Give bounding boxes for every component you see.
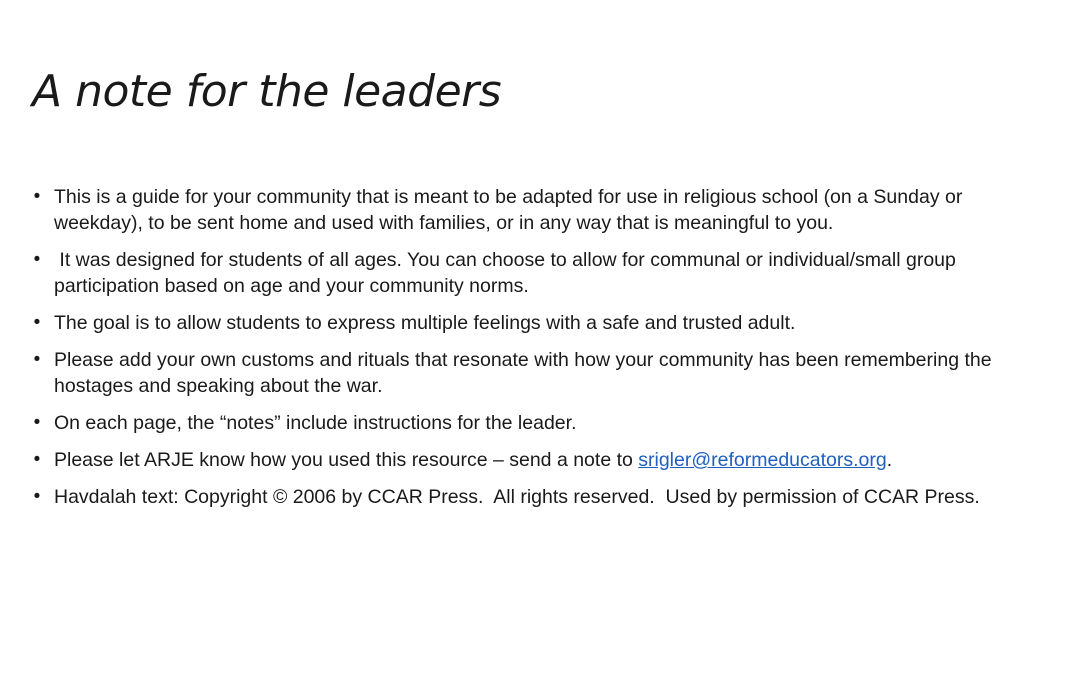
bullet-text: On each page, the “notes” include instructions for the leader. — [54, 412, 577, 434]
bullet-text-after-link: . — [886, 449, 893, 471]
bullet-text: The goal is to allow students to express multiple feelings with a safe and trusted adult. — [54, 312, 796, 334]
bullet-dot: • — [33, 349, 41, 370]
bullet-text: Havdalah text: Copyright © 2006 by CCAR Press. All rights reserved. Used by permission of CCAR Press. — [54, 486, 980, 508]
bullet-item — [30, 310, 1050, 336]
bullet-dot: • — [33, 249, 41, 270]
email-link[interactable]: srigler@reformeducators.org — [638, 449, 887, 471]
bullet-item — [30, 410, 1050, 436]
bullet-text-before-link: Please let ARJE know how you used this resource – send a note to — [54, 449, 639, 471]
bullet-dot: • — [33, 412, 41, 433]
bullet-text: Please add your own customs and rituals that resonate with how your community has been remembering the hostages and speaking about the war. — [54, 349, 992, 397]
bullet-dot: • — [33, 312, 41, 333]
bullet-item — [30, 447, 1050, 473]
bullet-dot: • — [33, 186, 41, 207]
bullet-item — [30, 184, 1050, 236]
bullet-dot: • — [33, 486, 41, 507]
bullet-dot: • — [33, 449, 41, 470]
bullet-list — [30, 184, 1050, 521]
bullet-item — [30, 347, 1050, 399]
bullet-text — [54, 449, 892, 471]
bullet-item — [30, 484, 1050, 510]
bullet-item — [30, 247, 1050, 299]
slide-title: A note for the leaders — [32, 66, 502, 117]
bullet-text: This is a guide for your community that is meant to be adapted for use in religious school (on a Sunday or weekday), to be sent home and used with families, or in any way that is meaningful to you. — [54, 186, 963, 234]
bullet-text: It was designed for students of all ages. You can choose to allow for communal or individual/small group participation based on age and your community norms. — [54, 249, 962, 297]
